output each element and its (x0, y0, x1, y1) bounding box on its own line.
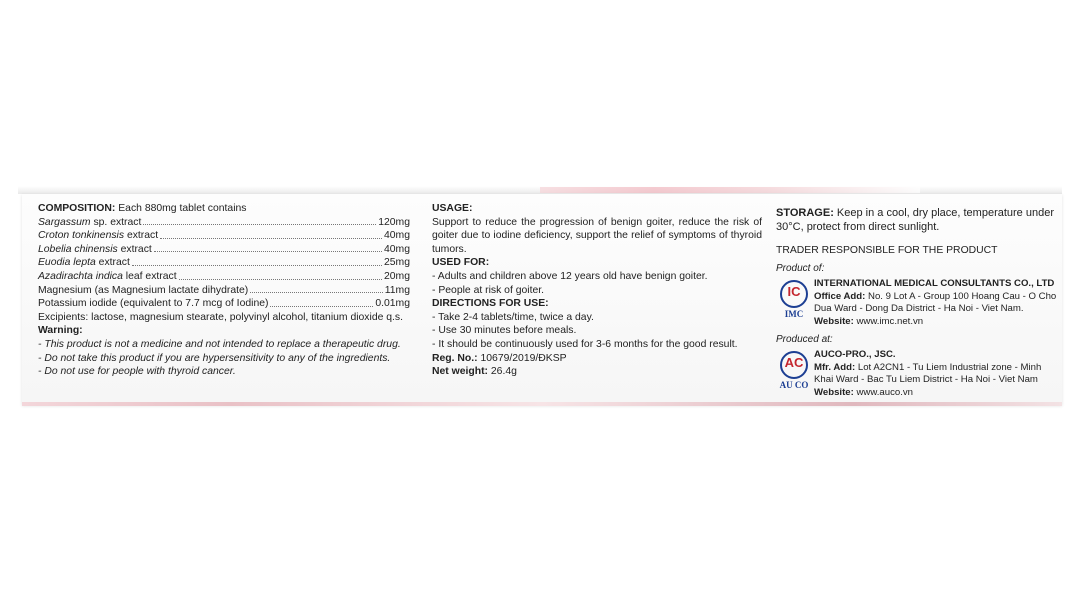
product-box-panel (22, 193, 1062, 404)
leader-dots (270, 297, 373, 307)
leader-dots (160, 229, 382, 239)
leader-dots (154, 243, 382, 253)
composition-row: Croton tonkinensis extract 40mg (38, 230, 410, 242)
auco-company (776, 349, 1060, 399)
composition-value: 40mg (384, 230, 410, 242)
warning-item: - Do not use for people with thyroid cancer. (38, 366, 236, 378)
composition-section (38, 202, 410, 379)
direction-item: - It should be continuously used for 3-6 months for the good result. (432, 338, 738, 350)
warning-item: - This product is not a medicine and not intended to replace a therapeutic drug. (38, 338, 401, 350)
product-of-label: Product of: (776, 262, 825, 274)
composition-row: Potassium iodide (equivalent to 7.7 mcg of Iodine) 0.01mg (38, 298, 410, 310)
imc-website: Website: www.imc.net.vn (814, 315, 924, 327)
leader-dots (179, 270, 382, 280)
imc-company (776, 278, 1060, 328)
auco-logo: AC AU CO (776, 351, 814, 391)
leader-dots (143, 216, 376, 226)
composition-row: Lobelia chinensis extract 40mg (38, 243, 410, 255)
composition-value: 25mg (384, 257, 410, 269)
net-weight: Net weight: 26.4g (432, 366, 517, 378)
produced-at-label: Produced at: (776, 333, 833, 345)
warning-heading: Warning: (38, 325, 83, 337)
box-bottom-edge (22, 402, 1062, 406)
auco-address: Mfr. Add: Lot A2CN1 - Tu Liem Industrial zone - Minh Khai Ward - Bac Tu Liem District - Ha Noi - Viet Nam (814, 361, 1042, 386)
auco-website: Website: www.auco.vn (814, 386, 914, 398)
usage-heading: USAGE: (432, 203, 473, 214)
directions-heading: DIRECTIONS FOR USE: (432, 298, 549, 310)
composition-value: 0.01mg (375, 298, 410, 310)
composition-row: Sargassum sp. extract 120mg (38, 216, 410, 228)
composition-row: Azadirachta indica leaf extract 20mg (38, 270, 410, 282)
reg-number: Reg. No.: 10679/2019/ĐKSP (432, 352, 567, 364)
composition-value: 40mg (384, 243, 410, 255)
usage-text: Support to reduce the progression of benign goiter, reduce the risk of goiter due to iodine deficiency, support the relief of symptoms of thyroid tumors. (432, 216, 762, 255)
storage-text: STORAGE: Keep in a cool, dry place, temperature under 30°C, protect from direct sunlight. (776, 207, 1054, 233)
composition-row: Magnesium (as Magnesium lactate dihydrate) 11mg (38, 284, 410, 296)
direction-item: - Take 2-4 tablets/time, twice a day. (432, 311, 594, 323)
composition-value: 120mg (378, 216, 410, 228)
usage-section (432, 202, 762, 379)
direction-item: - Use 30 minutes before meals. (432, 325, 577, 337)
composition-row: Euodia lepta extract 25mg (38, 257, 410, 269)
used-for-item: - Adults and children above 12 years old have benign goiter. (432, 270, 708, 282)
leader-dots (250, 284, 383, 294)
excipients-text: Excipients: lactose, magnesium stearate, polyvinyl alcohol, titanium dioxide q.s. (38, 311, 404, 323)
composition-value: 20mg (384, 270, 410, 282)
storage-section (776, 206, 1060, 400)
warning-list (38, 338, 410, 379)
composition-value: 11mg (384, 284, 410, 296)
composition-title: COMPOSITION: Each 880mg tablet contains (38, 203, 247, 214)
leader-dots (132, 256, 382, 266)
imc-name: INTERNATIONAL MEDICAL CONSULTANTS CO., LTD (814, 278, 1055, 290)
used-for-heading: USED FOR: (432, 257, 490, 269)
imc-address: Office Add: No. 9 Lot A - Group 100 Hoang Cau - O Cho Dua Ward - Dong Da District - Ha Noi - Viet Nam. (814, 290, 1057, 315)
used-for-item: - People at risk of goiter. (432, 284, 545, 296)
auco-name: AUCO-PRO., JSC. (814, 349, 896, 361)
trader-heading: TRADER RESPONSIBLE FOR THE PRODUCT (776, 245, 998, 256)
imc-logo: IC IMC (776, 280, 814, 320)
warning-item: - Do not take this product if you are hypersensitivity to any of the ingredients. (38, 352, 391, 364)
composition-list (38, 216, 410, 311)
